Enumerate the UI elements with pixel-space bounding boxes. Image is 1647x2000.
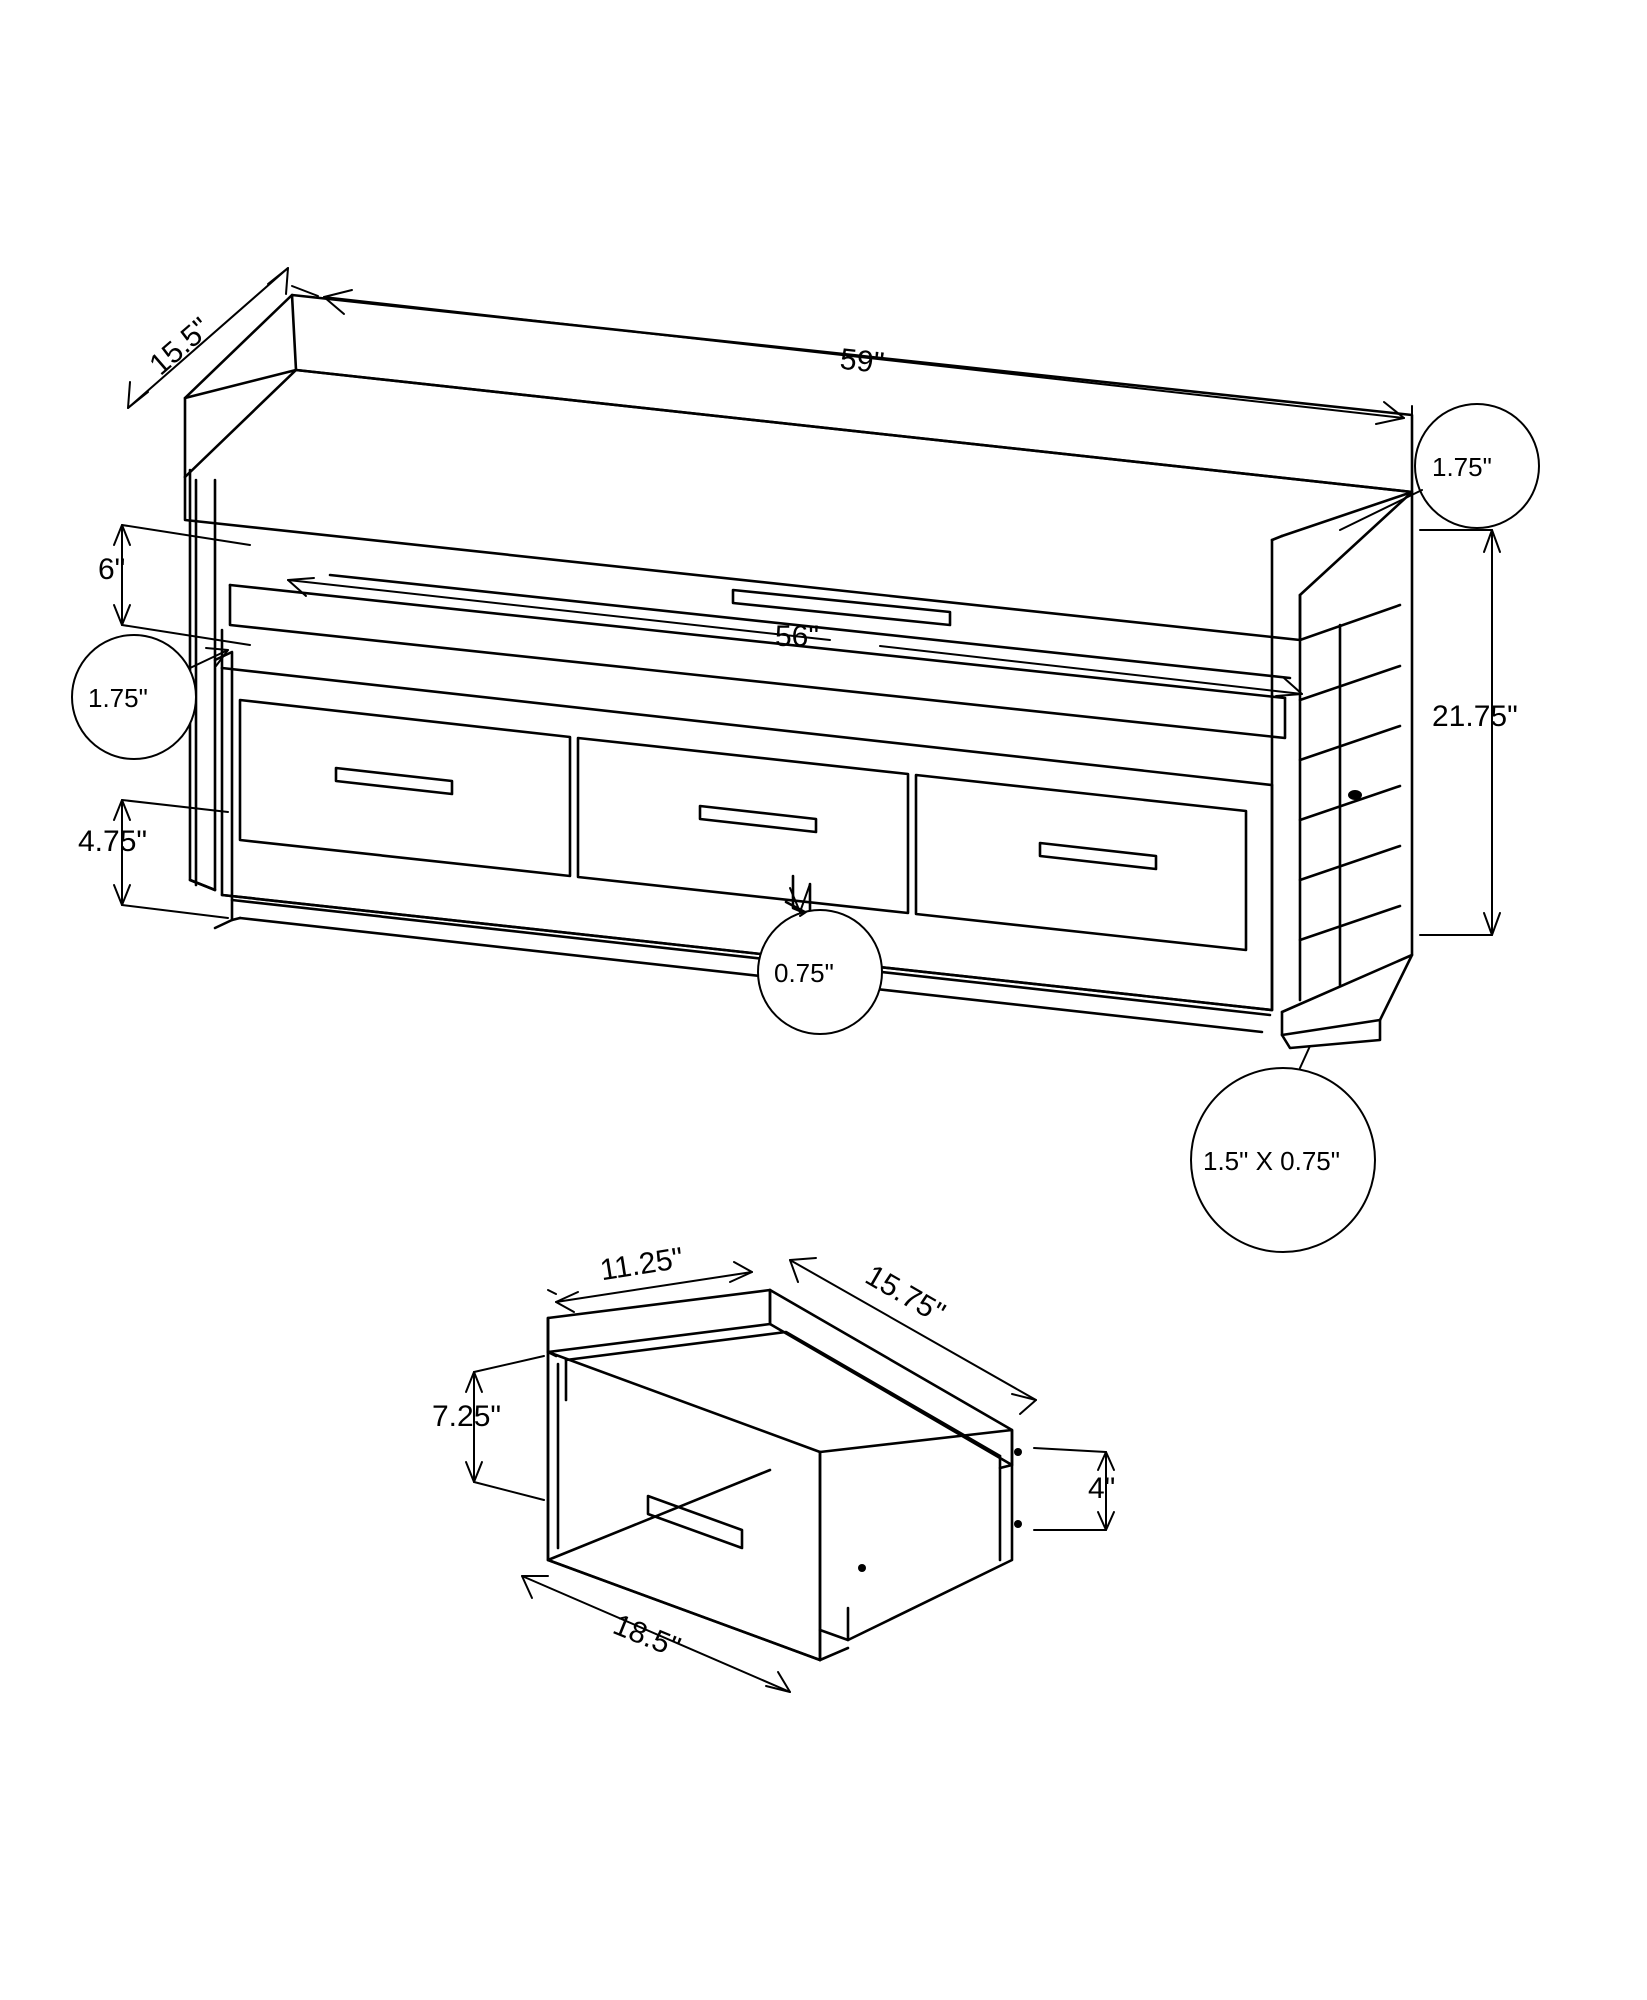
callout-panel-thickness-top: 1.75" [1432, 452, 1492, 482]
dim-overall-depth: 15.5" [143, 311, 218, 382]
drawer-detail-body [548, 1290, 1022, 1660]
dim-overall-width: 59" [838, 342, 886, 381]
callout-back-panel-thickness: 0.75" [774, 958, 834, 988]
dim-overall-height: 21.75" [1432, 700, 1518, 733]
dim-drawer-inner-depth: 11.25" [597, 1241, 686, 1288]
dim-shelf-opening-height: 6" [98, 553, 126, 586]
main-dimension-lines [72, 268, 1539, 1252]
callout-panel-thickness-left: 1.75" [88, 683, 148, 713]
dim-drawer-front-width: 18.5" [608, 1608, 685, 1665]
dim-drawer-inner-width: 15.75" [859, 1258, 951, 1331]
dim-shelf-width: 56" [775, 620, 820, 653]
dim-drawer-side-height: 7.25" [432, 1400, 502, 1433]
dim-drawer-box-height: 4" [1088, 1472, 1116, 1505]
callout-leg-section: 1.5" X 0.75" [1203, 1146, 1340, 1176]
dim-drawer-front-height: 4.75" [78, 825, 148, 858]
drawer-dimension-lines [466, 1258, 1114, 1692]
